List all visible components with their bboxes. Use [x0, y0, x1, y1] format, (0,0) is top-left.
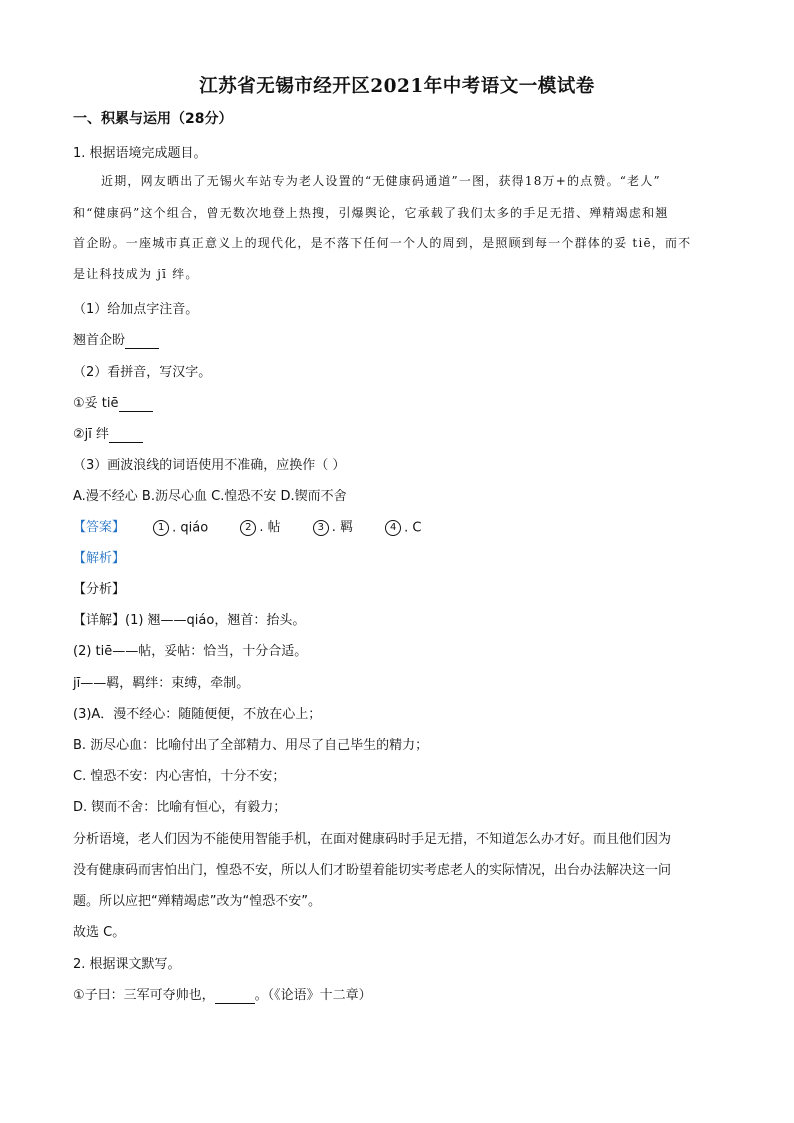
number-circle-icon: 4 [385, 520, 401, 536]
answer-blank [119, 396, 153, 412]
detail-line: 没有健康码而害怕出门，惶恐不安，所以人们才盼望着能切实考虑老人的实际情况，出台办法解决这一问 [73, 863, 672, 878]
fenxi-tag: 【分析】 [73, 582, 126, 597]
detail-line: D. 锲而不舍：比喻有恒心，有毅力； [73, 800, 287, 815]
answer-tag: 【答案】 [73, 520, 126, 535]
q2-item-source: 。（《论语》十二章） [254, 988, 372, 1003]
sub-question-3: （3）画波浪线的词语使用不准确，应换作（ ） [73, 458, 346, 473]
detail-line: B. 沥尽心血：比喻付出了全部精力、用尽了自己毕生的精力； [73, 738, 429, 753]
question-1-prompt: 1. 根据语境完成题目。 [73, 146, 207, 161]
sub2-a-text: ①妥 tiē [73, 396, 119, 411]
answer-blank [109, 427, 143, 443]
passage-line-1: 近期，网友晒出了无锡火车站专为老人设置的“无健康码通道”一图，获得18万+的点赞。“老人” [101, 174, 661, 188]
answer-row [73, 516, 450, 536]
answer-blank [125, 333, 159, 349]
answer-item: 1 . qiáo [153, 520, 208, 536]
sub-question-1: （1）给加点字注音。 [73, 302, 199, 317]
q2-item-text: ①子曰：三军可夺帅也， [73, 988, 215, 1003]
sub-question-2-a [73, 392, 153, 412]
detail-line: C. 惶恐不安：内心害怕，十分不安； [73, 769, 286, 784]
number-circle-icon: 2 [240, 520, 256, 536]
question-2-prompt: 2. 根据课文默写。 [73, 957, 181, 972]
detail-line: 故选 C。 [73, 925, 126, 940]
answer-item: 3 . 羁 [313, 516, 353, 536]
number-circle-icon: 1 [153, 520, 169, 536]
passage-line-2: 和“健康码”这个组合，曾无数次地登上热搜，引爆舆论，它承载了我们太多的手足无措、殚精竭虑和翘 [73, 206, 669, 220]
detail-line: jī——羁，羁绊：束缚，牵制。 [73, 676, 250, 691]
sub-question-2-b [73, 423, 143, 443]
question-2-item-1 [73, 984, 372, 1004]
section-heading: 一、积累与运用（28分） [73, 111, 233, 127]
detail-line: (3)A．漫不经心：随随便便，不放在心上； [73, 707, 322, 722]
detail-line: 【详解】(1) 翘——qiáo，翘首：抬头。 [73, 613, 306, 628]
answer-list [153, 520, 449, 535]
passage-line-4: 是让科技成为 jī 绊。 [73, 267, 199, 281]
sub-question-2: （2）看拼音，写汉字。 [73, 365, 212, 380]
detail-line: 分析语境，老人们因为不能使用智能手机，在面对健康码时手足无措，不知道怎么办才好。而且他们因为 [73, 832, 672, 847]
detail-line: (2) tiē——帖，妥帖：恰当，十分合适。 [73, 644, 308, 659]
detail-line: 题。所以应把“殚精竭虑”改为“惶恐不安”。 [73, 894, 321, 909]
answer-options: A.漫不经心 B.沥尽心血 C.惶恐不安 D.锲而不舍 [73, 489, 347, 504]
passage-line-3: 首企盼。一座城市真正意义上的现代化，是不落下任何一个人的周到，是照顾到每一个群体的妥 tiē，而不 [73, 236, 692, 250]
number-circle-icon: 3 [313, 520, 329, 536]
answer-blank [215, 988, 255, 1004]
sub-question-1-item [73, 329, 159, 349]
sub2-b-text: ②jī 绊 [73, 427, 110, 442]
page-title: 江苏省无锡市经开区2021年中考语文一模试卷 [199, 76, 595, 97]
answer-item: 4 . C [385, 520, 421, 536]
answer-item: 2 . 帖 [240, 516, 280, 536]
sub1-word: 翘首企盼 [73, 333, 126, 348]
analysis-tag: 【解析】 [73, 551, 126, 566]
